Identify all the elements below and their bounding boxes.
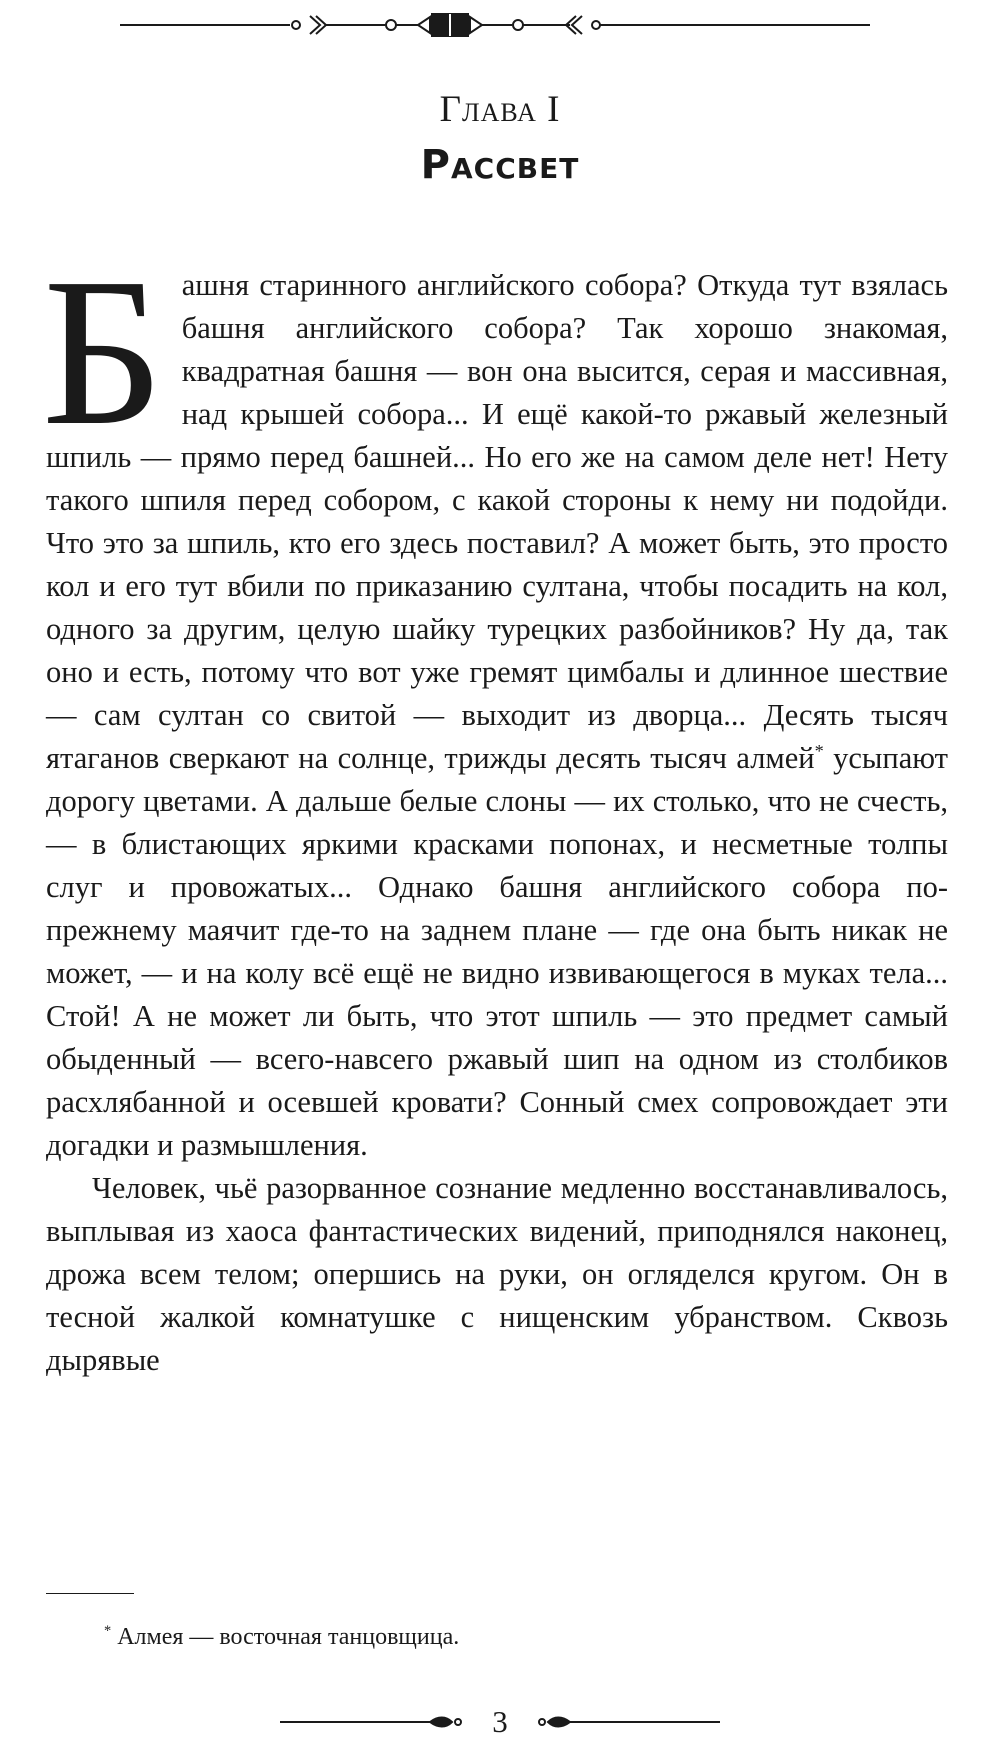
footnote-reference: * xyxy=(814,740,824,761)
ornamental-divider-icon xyxy=(120,8,870,42)
paragraph-2: Человек, чьё разорванное сознание медленно восстанавливалось, выплывая из хаоса фантастических видений, приподнялся наконец, дрожа всем телом; опершись на руки, он огляделся кругом. Он в тесной жалкой комнатушке с нищенским убранством. Сквозь дырявые xyxy=(46,1171,948,1377)
footnote xyxy=(104,1622,459,1652)
paragraph-1 xyxy=(42,234,948,1167)
footnote-mark: * xyxy=(104,1623,112,1639)
paragraph-1-continued: усыпают дорогу цветами. А дальше белые слоны — их столько, что не счесть, — в блистающих яркими красками попонах, и несметные толпы слуг и провожатых... Однако башня английского собора по-прежнему маячит где-то на заднем плане — где она быть никак не может, — и на колу всё ещё не видно извивающегося в муках тела... Стой! А не может ли быть, что этот шпиль — это предмет самый обыденный — всего-навсего ржавый шип на одном из столбиков расхлябанной и осевшей кровати? Сонный смех сопровождает эти догадки и размышления. xyxy=(46,741,948,1162)
paragraph-1-text: ашня старинного английского собора? Откуда тут взялась башня английского собора? Так хорошо знакомая, квадратная башня — вон она высится, серая и массивная, над крышей собора... И ещё какой-то ржавый железный шпиль — прямо перед башней... Но его же на самом деле нет! Нету такого шпиля перед собором, с какой стороны к нему ни подойди. Что это за шпиль, кто его здесь поставил? А может быть, это просто кол и его тут вбили по приказанию султана, чтобы посадить на кол, одного за другим, целую шайку турецких разбойников? Ну да, так оно и есть, потому что вот уже гремят цимбалы и длинное шествие — сам султан со свитой — выходит из дворца... Десять тысяч ятаганов сверкают на солнце, трижды десять тысяч алмей xyxy=(46,268,948,775)
chapter-title: Рассвет xyxy=(420,142,580,188)
chapter-label: Глава I xyxy=(439,89,561,130)
footnote-divider xyxy=(46,1593,134,1594)
page-number: 3 xyxy=(492,1704,508,1739)
drop-cap: Б xyxy=(42,234,164,469)
chapter-body xyxy=(42,234,948,1382)
footnote-text: Алмея — восточная танцовщица. xyxy=(117,1624,460,1650)
